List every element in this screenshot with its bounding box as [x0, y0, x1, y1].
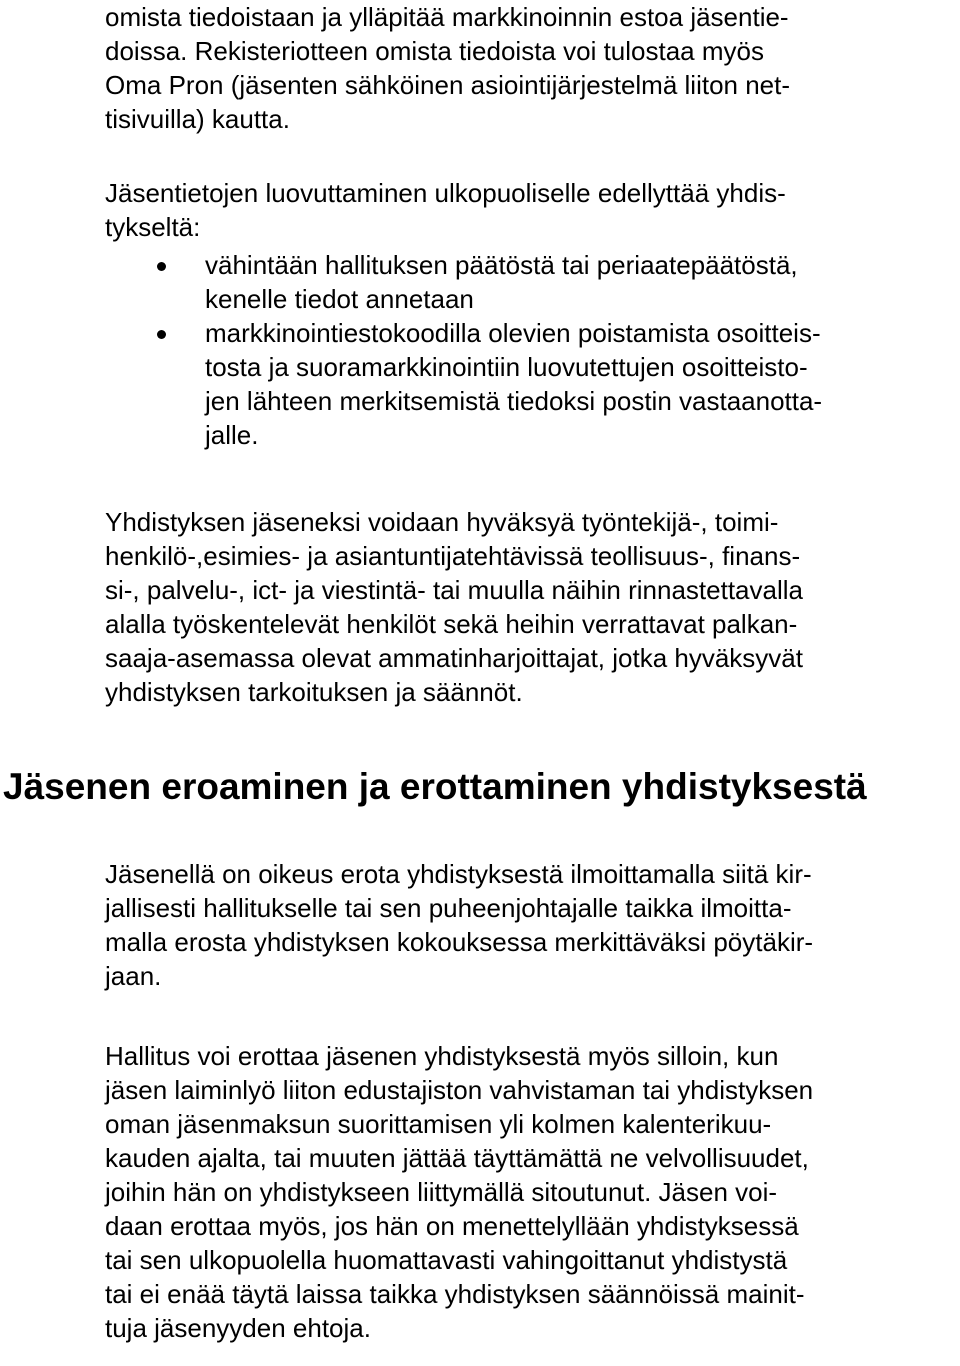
text-line: Jäsenellä on oikeus erota yhdistyksestä ilmoittamalla siitä kir- — [105, 859, 812, 889]
text-line: yhdistyksen tarkoituksen ja säännöt. — [105, 677, 523, 707]
text-line: tisivuilla) kautta. — [105, 104, 290, 134]
text-line: joihin hän on yhdistykseen liittymällä sitoutunut. Jäsen voi- — [105, 1177, 778, 1207]
text-line: tuja jäsenyyden ehtoja. — [105, 1313, 371, 1343]
resignation-paragraph — [105, 857, 955, 993]
text-line: Yhdistyksen jäseneksi voidaan hyväksyä työntekijä-, toimi- — [105, 507, 779, 537]
text-line: Oma Pron (jäsenten sähköinen asiointijärjestelmä liiton net- — [105, 70, 791, 100]
text-line: jäsen laiminlyö liiton edustajiston vahvistaman tai yhdistyksen — [105, 1075, 814, 1105]
text-line: saaja-asemassa olevat ammatinharjoittajat, jotka hyväksyvät — [105, 643, 803, 673]
text-line: Jäsentietojen luovuttaminen ulkopuoliselle edellyttää yhdis- — [105, 178, 786, 208]
text-line: Hallitus voi erottaa jäsenen yhdistyksestä myös silloin, kun — [105, 1041, 779, 1071]
bullet-icon — [157, 330, 166, 339]
text-line: jaan. — [105, 961, 162, 991]
text-line: alalla työskentelevät henkilöt sekä heihin verrattavat palkan- — [105, 609, 798, 639]
text-line: markkinointiestokoodilla olevien poistamista osoitteis- — [205, 318, 821, 348]
text-line: doissa. Rekisteriotteen omista tiedoista voi tulostaa myös — [105, 36, 764, 66]
membership-paragraph — [105, 505, 955, 709]
section-heading: Jäsenen eroaminen ja erottaminen yhdistyksestä — [3, 766, 867, 807]
bullet-icon — [157, 262, 166, 271]
text-line: jalle. — [205, 420, 259, 450]
text-line: tykseltä: — [105, 212, 201, 242]
text-line: kauden ajalta, tai muuten jättää täyttämättä ne velvollisuudet, — [105, 1143, 809, 1173]
text-line: kenelle tiedot annetaan — [205, 284, 474, 314]
list-item — [0, 316, 960, 452]
text-line: tosta ja suoramarkkinointiin luovutettujen osoitteisto- — [205, 352, 808, 382]
text-line: jen lähteen merkitsemistä tiedoksi postin vastaanotta- — [205, 386, 823, 416]
text-line: jallisesti hallitukselle tai sen puheenjohtajalle taikka ilmoitta- — [105, 893, 792, 923]
text-line: daan erottaa myös, jos hän on menettelyllään yhdistyksessä — [105, 1211, 799, 1241]
text-line: vähintään hallituksen päätöstä tai periaatepäätöstä, — [205, 250, 798, 280]
text-line: tai ei enää täytä laissa taikka yhdistyksen säännöissä mainit- — [105, 1279, 805, 1309]
expulsion-paragraph — [105, 1039, 955, 1345]
text-line: omista tiedoistaan ja ylläpitää markkinoinnin estoa jäsentie- — [105, 2, 789, 32]
list-item — [0, 248, 960, 316]
requirements-list — [0, 248, 960, 452]
intro-paragraph — [105, 0, 955, 136]
text-line: oman jäsenmaksun suorittamisen yli kolmen kalenterikuu- — [105, 1109, 772, 1139]
text-line: tai sen ulkopuolella huomattavasti vahingoittanut yhdistystä — [105, 1245, 788, 1275]
text-line: si-, palvelu-, ict- ja viestintä- tai muulla näihin rinnastettavalla — [105, 575, 803, 605]
text-line: henkilö-,esimies- ja asiantuntijatehtävissä teollisuus-, finans- — [105, 541, 801, 571]
disclosure-paragraph — [105, 176, 955, 244]
text-line: malla erosta yhdistyksen kokouksessa merkittäväksi pöytäkir- — [105, 927, 814, 957]
